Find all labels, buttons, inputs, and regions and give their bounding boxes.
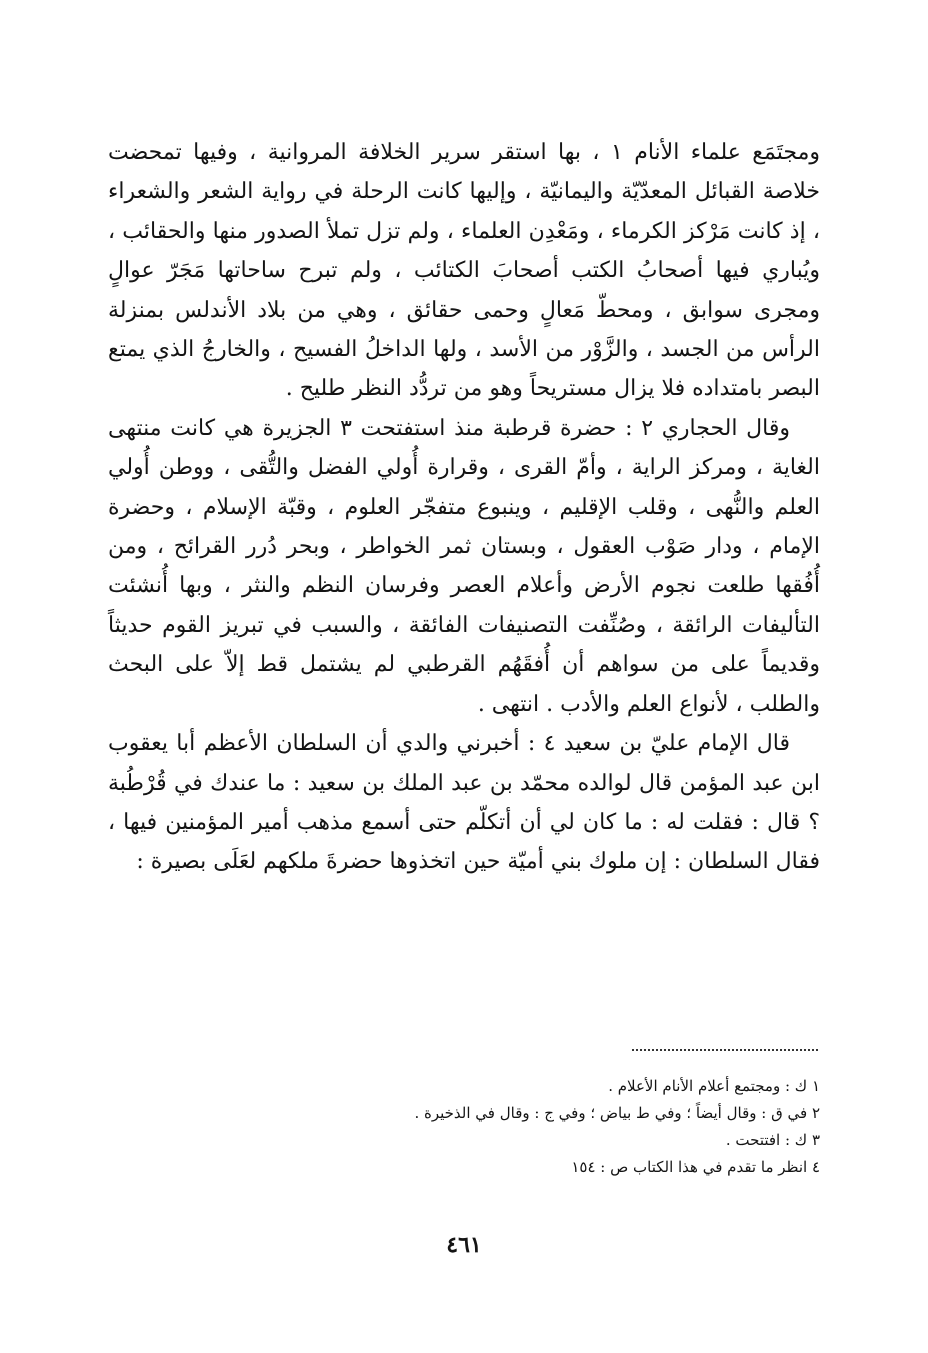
- footnote-2: ٢ في ق : وقال أيضاً ؛ وفي ط بياض ؛ وفي ج : وقال في الذخيرة .: [414, 1104, 820, 1122]
- page-number: ٤٦١: [446, 1232, 482, 1258]
- paragraph-cordoba-description: ومجتَمَع علماء الأنام ١ ، بها استقر سرير الخلافة المروانية ، وفيها تمحضت خلاصة القبائل المعدّيّة واليمانيّة ، وإليها كانت الرحلة في رواية الشعر والشعراء ، إذ كانت مَرْكز الكرماء ، ومَعْدِن العلماء ، ولم تزل تملأ الصدور منها والحقائب ، ويُباري فيها أصحابُ الكتب أصحابَ الكتائب ، ولم تبرح ساحاتها مَجَرّ عوالٍ ومجرى سوابق ، ومحطّ مَعالٍ وحمى حقائق ، وهي من بلاد الأندلس بمنزلة الرأس من الجسد ، والزَّوْر من الأسد ، ولها الداخلُ الفسيح ، والخارجُ الذي يمتع البصر بامتداده فلا يزال مستريحاً وهو من تردُّد النظر طليح .: [108, 140, 820, 402]
- paragraph-ali-ibn-said: قال الإمام عليّ بن سعيد ٤ : أخبرني والدي أن السلطان الأعظم أبا يعقوب ابن عبد المؤمن قال لوالده محمّد بن عبد الملك بن سعيد : ما عندك في قُرْطُبة ؟ قال : فقلت له : ما كان لي أن أتكلّم حتى أسمع مذهب أمير المؤمنين فيها ، فقال السلطان : إن ملوك بني أميّة حين اتخذوها حضرةَ ملكهم لعَلَى بصيرة :: [108, 731, 820, 875]
- footnotes: [108, 1073, 820, 1181]
- main-text: [108, 133, 820, 882]
- footnote-3: ٣ ك : افتتحت .: [725, 1131, 820, 1149]
- footnote-4: ٤ انظر ما تقدم في هذا الكتاب ص : ١٥٤: [571, 1158, 820, 1176]
- footnote-1: ١ ك : ومجتمع أعلام الأنام الأعلام .: [608, 1077, 820, 1095]
- footnote-divider: [632, 1049, 818, 1051]
- paragraph-hijari-quote: وقال الحجاري ٢ : حضرة قرطبة منذ استفتحت ٣ الجزيرة هي كانت منتهى الغاية ، ومركز الراية ، وأمّ القرى ، وقرارة أُولي الفضل والتُّقى ، ووطن أُولي العلم والنُّهى ، وقلب الإقليم ، وينبوع متفجّر العلوم ، وقبّة الإسلام ، وحضرة الإمام ، ودار صَوْب العقول ، وبستان ثمر الخواطر ، وبحر دُرر القرائح ، ومن أُفُقها طلعت نجوم الأرض وأعلام العصر وفرسان النظم والنثر ، وبها أُنشئت التأليفات الرائقة ، وصُنِّفت التصنيفات الفائقة ، والسبب في تبريز القوم حديثاً وقديماً على من سواهم أن أُفقَهُم القرطبي لم يشتمل قط إلاّ على البحث والطلب ، لأنواع العلم والأدب . انتهى .: [108, 415, 820, 717]
